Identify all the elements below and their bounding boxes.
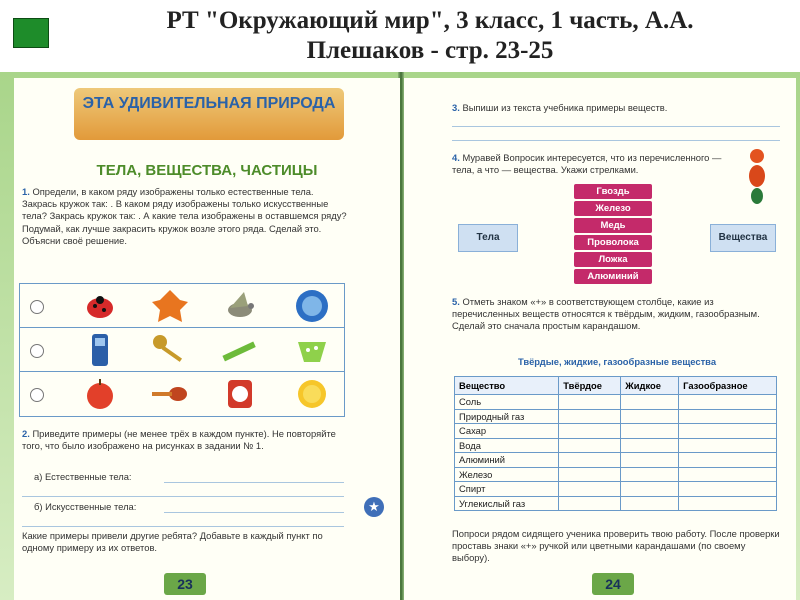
substance-name: Вода: [455, 438, 559, 453]
answer-line[interactable]: [164, 482, 344, 483]
task3: [452, 102, 782, 114]
bird-icon: [220, 288, 260, 324]
table-cell[interactable]: [679, 424, 777, 439]
task5-text: Отметь знаком «+» в соответствующем столбце, какие из перечисленных веществ относятся к твёрдым, жидким, газообразным. Сделай это сначала простым карандашом.: [452, 296, 760, 332]
task2b-label: б) Искусственные тела:: [34, 501, 137, 512]
task4-number: 4.: [452, 152, 460, 163]
table-row: [455, 438, 777, 453]
workbook-spread: [0, 72, 800, 600]
tag-item[interactable]: Алюминий: [574, 269, 652, 284]
tag-item[interactable]: Медь: [574, 218, 652, 233]
pencil-icon: [220, 332, 260, 368]
table-cell[interactable]: [559, 453, 621, 468]
table-cell[interactable]: [621, 496, 679, 511]
apple-icon: [80, 376, 120, 412]
table-row: [455, 482, 777, 497]
slide-title: [60, 6, 800, 66]
substance-name: Природный газ: [455, 409, 559, 424]
substance-name: Железо: [455, 467, 559, 482]
tag-item[interactable]: Проволока: [574, 235, 652, 250]
table-cell[interactable]: [559, 409, 621, 424]
table-cell[interactable]: [621, 395, 679, 410]
table-cell[interactable]: [679, 453, 777, 468]
box-bodies[interactable]: Тела: [458, 224, 518, 252]
table-cell[interactable]: [621, 467, 679, 482]
column-header: Вещество: [455, 377, 559, 395]
earth-icon: [292, 288, 332, 324]
tag-item[interactable]: Гвоздь: [574, 184, 652, 199]
table-cell[interactable]: [559, 424, 621, 439]
table-cell[interactable]: [679, 395, 777, 410]
clock-icon: [220, 376, 260, 412]
grid-row-mixed: [20, 372, 344, 416]
substance-name: Соль: [455, 395, 559, 410]
task2a-label: а) Естественные тела:: [34, 471, 132, 482]
answer-line[interactable]: [452, 140, 780, 141]
tag-item[interactable]: Железо: [574, 201, 652, 216]
leaf-icon: [150, 288, 190, 324]
task3-text: Выпиши из текста учебника примеры веществ.: [462, 102, 668, 113]
page-number-left: 23: [164, 573, 206, 595]
column-header: Жидкое: [621, 377, 679, 395]
ant-icon: [740, 146, 774, 208]
task3-number: 3.: [452, 102, 460, 113]
table-cell[interactable]: [621, 482, 679, 497]
substance-name: Углекислый газ: [455, 496, 559, 511]
table-row: [455, 496, 777, 511]
banner-text: ЭТА УДИВИТЕЛЬНАЯ ПРИРОДА: [82, 95, 336, 112]
table-cell[interactable]: [679, 482, 777, 497]
table-cell[interactable]: [559, 395, 621, 410]
star-icon: ★: [364, 497, 384, 517]
table-cell[interactable]: [621, 424, 679, 439]
sun-icon: [292, 376, 332, 412]
task1-grid: [19, 283, 345, 417]
table-cell[interactable]: [621, 409, 679, 424]
grid-row-natural: [20, 284, 344, 328]
table-cell[interactable]: [559, 467, 621, 482]
answer-line[interactable]: [164, 512, 344, 513]
page-number-right: 24: [592, 573, 634, 595]
phone-icon: [80, 332, 120, 368]
substances-table: [454, 376, 777, 511]
left-page: [14, 78, 400, 600]
slide-title-line2: Плешаков - стр. 23-25: [306, 37, 554, 64]
task2-footer: Какие примеры привели другие ребята? Добавьте в каждый пункт по одному примеру из их ответов.: [22, 530, 323, 554]
column-header: Газообразное: [679, 377, 777, 395]
table-caption: Твёрдые, жидкие, газообразные вещества: [517, 356, 717, 367]
cup-icon: [292, 332, 332, 368]
table-cell[interactable]: [621, 453, 679, 468]
answer-line[interactable]: [22, 526, 344, 527]
table-header-row: [455, 377, 777, 395]
table-row: [455, 409, 777, 424]
task2-number: 2.: [22, 428, 30, 439]
slide-marker: [13, 18, 49, 48]
table-cell[interactable]: [559, 482, 621, 497]
task5: [452, 296, 782, 333]
table-cell[interactable]: [679, 467, 777, 482]
table-cell[interactable]: [621, 438, 679, 453]
task1-text: Определи, в каком ряду изображены только естественные тела. Закрась кружок так: . В каком ряду изображены только искусственные тела? Закрась кружок так: . А какие тела изображены в оставшемся ряду? Подумай, как лучше закрасить кружок возле этого ряда. Сделай это. Объясни своё решение.: [22, 186, 347, 246]
table-row: [455, 453, 777, 468]
task1: [22, 186, 348, 247]
table-row: [455, 395, 777, 410]
task1-number: 1.: [22, 186, 30, 197]
ladybug-icon: [80, 288, 120, 324]
task4-text: Муравей Вопросик интересуется, что из перечисленного — тела, а что — вещества. Укажи стрелками.: [452, 152, 722, 176]
radio-circle[interactable]: [30, 300, 44, 314]
table-cell[interactable]: [679, 496, 777, 511]
slide-title-line1: РТ "Окружающий мир", 3 класс, 1 часть, А.А.: [166, 7, 694, 34]
table-cell[interactable]: [559, 438, 621, 453]
task4: [452, 152, 732, 176]
answer-line[interactable]: [452, 126, 780, 127]
box-substances[interactable]: Вещества: [710, 224, 776, 252]
substance-name: Сахар: [455, 424, 559, 439]
task5-number: 5.: [452, 296, 460, 307]
right-page: [404, 78, 796, 600]
lesson-heading: ТЕЛА, ВЕЩЕСТВА, ЧАСТИЦЫ: [96, 162, 318, 179]
substance-name: Алюминий: [455, 453, 559, 468]
task2: [22, 428, 348, 452]
table-cell[interactable]: [679, 409, 777, 424]
table-cell[interactable]: [679, 438, 777, 453]
radio-circle[interactable]: [30, 388, 44, 402]
table-cell[interactable]: [559, 496, 621, 511]
section-banner: [74, 88, 344, 140]
table-row: [455, 424, 777, 439]
table-row: [455, 467, 777, 482]
grid-row-artificial: [20, 328, 344, 372]
column-header: Твёрдое: [559, 377, 621, 395]
key-icon: [150, 332, 190, 368]
answer-line[interactable]: [22, 496, 344, 497]
substance-name: Спирт: [455, 482, 559, 497]
task5-footer: Попроси рядом сидящего ученика проверить твою работу. После проверки проставь знаки «+» ручкой или цветными карандашами (по своему выбору).: [452, 528, 780, 564]
tag-item[interactable]: Ложка: [574, 252, 652, 267]
radio-circle[interactable]: [30, 344, 44, 358]
task2-text: Приведите примеры (не менее трёх в каждом пункте). Не повторяйте того, что было изображено на рисунках в задании № 1.: [22, 428, 336, 452]
spoon-icon: [150, 376, 190, 412]
